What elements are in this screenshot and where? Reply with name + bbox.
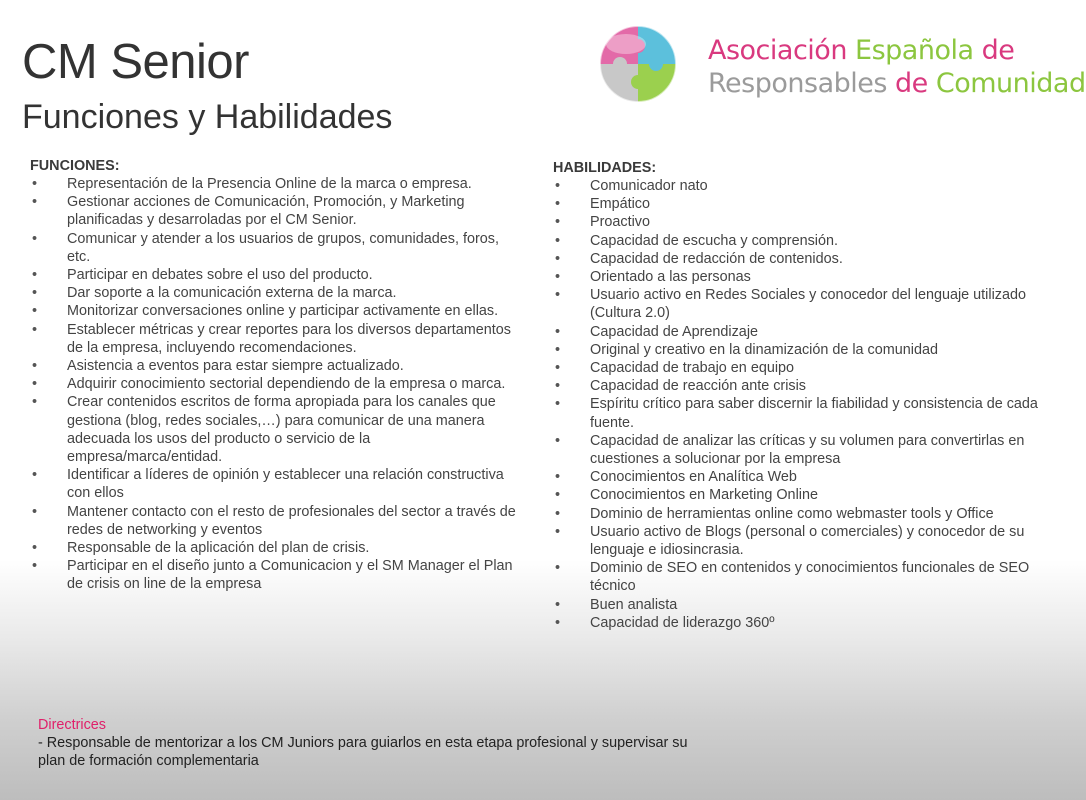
- logo-word: de: [895, 68, 928, 99]
- list-item: • Participar en debates sobre el uso del producto.: [30, 266, 520, 284]
- list-item: • Usuario activo de Blogs (personal o comerciales) y conocedor de su lenguaje e idiosincrasia.: [553, 523, 1048, 559]
- logo-word: de: [981, 35, 1015, 66]
- funciones-list: [30, 175, 520, 594]
- list-item: • Gestionar acciones de Comunicación, Promoción, y Marketing planificadas y desarroladas por el CM Senior.: [30, 193, 520, 229]
- page-title: CM Senior: [22, 35, 249, 89]
- funciones-heading: FUNCIONES:: [30, 158, 120, 174]
- list-item: • Asistencia a eventos para estar siempre actualizado.: [30, 357, 520, 375]
- list-item: • Participar en el diseño junto a Comunicacion y el SM Manager el Plan de crisis on line de la empresa: [30, 557, 520, 593]
- list-item: • Capacidad de Aprendizaje: [553, 323, 1048, 341]
- directrices-text: - Responsable de mentorizar a los CM Juniors para guiarlos en esta etapa profesional y supervisar su plan de formación complementaria: [38, 735, 688, 769]
- directrices-note: [38, 716, 718, 770]
- logo-word: Responsables: [708, 68, 887, 99]
- funciones-section: [30, 157, 520, 594]
- list-item: • Comunicador nato: [553, 177, 1048, 195]
- list-item: • Capacidad de trabajo en equipo: [553, 359, 1048, 377]
- list-item: • Crear contenidos escritos de forma apropiada para los canales que gestiona (blog, redes sociales,…) para comunicar de una manera adecuada los usos del producto o servicio de la empresa/marca/entidad.: [30, 393, 520, 466]
- list-item: • Proactivo: [553, 213, 1048, 231]
- list-item: • Mantener contacto con el resto de profesionales del sector a través de redes de networking y eventos: [30, 503, 520, 539]
- list-item: • Dar soporte a la comunicación externa de la marca.: [30, 284, 520, 302]
- list-item: • Monitorizar conversaciones online y participar activamente en ellas.: [30, 302, 520, 320]
- list-item: • Identificar a líderes de opinión y establecer una relación constructiva con ellos: [30, 466, 520, 502]
- list-item: • Dominio de SEO en contenidos y conocimientos funcionales de SEO técnico: [553, 559, 1048, 595]
- list-item: • Empático: [553, 195, 1048, 213]
- puzzle-globe-icon: [596, 22, 680, 106]
- list-item: • Dominio de herramientas online como webmaster tools y Office: [553, 505, 1048, 523]
- logo-wordmark: [708, 34, 1086, 100]
- logo-word: Española: [855, 35, 974, 66]
- list-item: • Buen analista: [553, 596, 1048, 614]
- list-item: • Comunicar y atender a los usuarios de grupos, comunidades, foros, etc.: [30, 230, 520, 266]
- list-item: • Usuario activo en Redes Sociales y conocedor del lenguaje utilizado (Cultura 2.0): [553, 286, 1048, 322]
- directrices-heading: Directrices: [38, 717, 106, 733]
- association-logo: [596, 22, 1086, 106]
- list-item: • Adquirir conocimiento sectorial dependiendo de la empresa o marca.: [30, 375, 520, 393]
- list-item: • Capacidad de redacción de contenidos.: [553, 250, 1048, 268]
- logo-word: Asociación: [708, 35, 847, 66]
- list-item: • Conocimientos en Marketing Online: [553, 486, 1048, 504]
- list-item: • Espíritu crítico para saber discernir la fiabilidad y consistencia de cada fuente.: [553, 395, 1048, 431]
- list-item: • Original y creativo en la dinamización de la comunidad: [553, 341, 1048, 359]
- list-item: • Conocimientos en Analítica Web: [553, 468, 1048, 486]
- list-item: • Capacidad de escucha y comprensión.: [553, 232, 1048, 250]
- list-item: • Capacidad de liderazgo 360º: [553, 614, 1048, 632]
- list-item: • Capacidad de analizar las críticas y su volumen para convertirlas en cuestiones a solucionar por la empresa: [553, 432, 1048, 468]
- list-item: • Responsable de la aplicación del plan de crisis.: [30, 539, 520, 557]
- list-item: • Representación de la Presencia Online de la marca o empresa.: [30, 175, 520, 193]
- list-item: • Capacidad de reacción ante crisis: [553, 377, 1048, 395]
- habilidades-section: [553, 159, 1048, 632]
- logo-word: Comunidad: [935, 68, 1086, 99]
- habilidades-list: [553, 177, 1048, 632]
- list-item: • Establecer métricas y crear reportes para los diversos departamentos de la empresa, incluyendo recomendaciones.: [30, 321, 520, 357]
- page-subtitle: Funciones y Habilidades: [22, 98, 393, 136]
- habilidades-heading: HABILIDADES:: [553, 160, 657, 176]
- list-item: • Orientado a las personas: [553, 268, 1048, 286]
